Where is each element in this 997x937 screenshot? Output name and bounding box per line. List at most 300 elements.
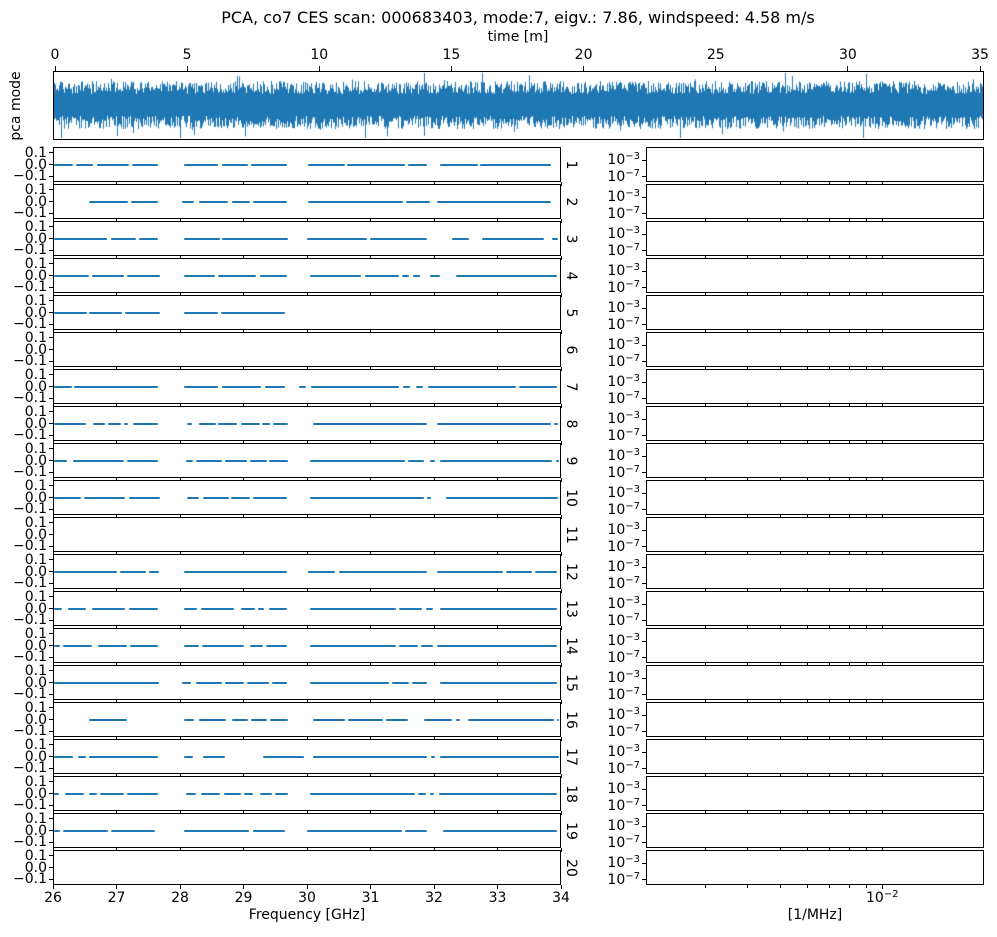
psd-ytick-mark <box>642 789 646 790</box>
psd-ytick-label-base: 10 <box>607 538 626 555</box>
psd-ytick-label-base: 10 <box>607 575 626 592</box>
mode-amplitude-segment <box>250 645 263 647</box>
psd-ytick-mark <box>642 604 646 605</box>
psd-xtick-minor-mark <box>866 885 867 888</box>
psd-ytick-label-exp: −3 <box>625 188 640 200</box>
freq-ytick-label: 0.1 <box>24 588 47 605</box>
psd-ytick-label-exp: −3 <box>625 299 640 311</box>
mode-amplitude-segment <box>63 645 91 647</box>
mode-amplitude-segment <box>231 497 250 499</box>
psd-ytick-label <box>598 301 640 315</box>
mode-amplitude-segment <box>247 682 269 684</box>
mode-amplitude-segment <box>184 830 249 832</box>
mode-amplitude-segment <box>250 460 266 462</box>
mode-amplitude-segment <box>310 460 405 462</box>
freq-ytick-mark <box>49 583 53 584</box>
mode-amplitude-segment <box>203 497 229 499</box>
freq-ytick-label: −0.1 <box>13 612 47 629</box>
freq-xtick-mark <box>370 885 371 889</box>
freq-ytick-label: 0.1 <box>24 551 47 568</box>
freq-ytick-mark <box>49 435 53 436</box>
mode-amplitude-segment <box>263 756 304 758</box>
freq-ytick-mark <box>49 596 53 597</box>
mode-amplitude-segment <box>111 830 155 832</box>
psd-ytick-label-base: 10 <box>607 448 626 465</box>
psd-ytick-label <box>598 241 640 259</box>
psd-panel-12 <box>646 554 984 589</box>
mode-amplitude-segment <box>399 645 418 647</box>
psd-ytick-label-exp: −7 <box>625 574 640 586</box>
mode-amplitude-segment <box>225 682 244 684</box>
psd-ytick-mark <box>642 530 646 531</box>
time-tick-mark <box>715 66 716 71</box>
psd-ytick-label-exp: −3 <box>625 447 640 459</box>
mode-amplitude-segment <box>260 275 287 277</box>
mode-amplitude-segment <box>98 645 126 647</box>
psd-ytick-label-base: 10 <box>607 723 626 740</box>
mode-amplitude-segment <box>269 460 288 462</box>
freq-panel-3 <box>53 221 561 256</box>
frequency-axis-label: Frequency [GHz] <box>248 907 366 923</box>
psd-ytick-label-base: 10 <box>607 263 626 280</box>
mode-amplitude-segment <box>408 460 424 462</box>
freq-ytick-mark <box>49 645 53 646</box>
mode-amplitude-segment <box>97 164 129 166</box>
mode-amplitude-segment <box>535 571 557 573</box>
psd-ytick-label-base: 10 <box>607 374 626 391</box>
freq-ytick-mark <box>49 324 53 325</box>
mode-amplitude-segment <box>440 756 559 758</box>
freq-ytick-label: 0.1 <box>24 403 47 420</box>
mode-amplitude-segment <box>365 275 399 277</box>
mode-amplitude-segment <box>253 201 287 203</box>
freq-ytick-label: −0.1 <box>13 390 47 407</box>
freq-ytick-label: 0.0 <box>24 341 47 358</box>
freq-ytick-label: 0.0 <box>24 674 47 691</box>
freq-ytick-mark <box>49 423 53 424</box>
freq-ytick-label: −0.1 <box>13 242 47 259</box>
psd-ytick-label <box>598 486 640 500</box>
mode-amplitude-segment <box>405 830 427 832</box>
mode-amplitude-segment <box>437 571 503 573</box>
freq-panel-15 <box>53 665 561 700</box>
mode-amplitude-segment <box>406 201 430 203</box>
psd-ytick-label-base: 10 <box>607 871 626 888</box>
mode-amplitude-segment <box>54 423 86 425</box>
psd-ytick-label <box>598 412 640 426</box>
freq-ytick-label: −0.1 <box>13 205 47 222</box>
freq-ytick-label: 0.0 <box>24 859 47 876</box>
psd-ytick-label-exp: −7 <box>625 759 640 771</box>
row-number-label: 11 <box>563 525 579 544</box>
freq-ytick-mark <box>49 250 53 251</box>
psd-ytick-label <box>598 315 640 333</box>
freq-xtick-label: 26 <box>44 890 62 906</box>
mode-amplitude-segment <box>437 201 551 203</box>
psd-ytick-label <box>598 389 640 407</box>
psd-ytick-label-base: 10 <box>607 596 626 613</box>
freq-ytick-mark <box>49 201 53 202</box>
psd-ytick-label-base: 10 <box>607 501 626 518</box>
psd-ytick-label-base: 10 <box>607 411 626 428</box>
mode-amplitude-segment <box>54 238 107 240</box>
mode-amplitude-segment <box>439 793 557 795</box>
psd-ytick-mark <box>642 160 646 161</box>
mode-amplitude-segment <box>120 571 145 573</box>
freq-ytick-label: −0.1 <box>13 427 47 444</box>
psd-ytick-mark <box>642 345 646 346</box>
freq-ytick-mark <box>49 670 53 671</box>
freq-ytick-label: −0.1 <box>13 464 47 481</box>
row-number-label: 20 <box>563 858 579 877</box>
psd-panel-11 <box>646 517 984 552</box>
mode-amplitude-segment <box>440 608 557 610</box>
mode-amplitude-segment <box>184 571 287 573</box>
mode-amplitude-segment <box>452 238 468 240</box>
psd-ytick-label-exp: −3 <box>625 595 640 607</box>
freq-ytick-label: 0.1 <box>24 514 47 531</box>
psd-ytick-label-exp: −7 <box>625 463 640 475</box>
freq-ytick-label: −0.1 <box>13 538 47 555</box>
psd-xtick-minor-mark <box>705 885 706 888</box>
freq-ytick-mark <box>49 176 53 177</box>
mode-amplitude-segment <box>186 793 197 795</box>
psd-ytick-label <box>598 597 640 611</box>
freq-ytick-mark <box>49 608 53 609</box>
mode-amplitude-segment <box>308 201 403 203</box>
row-number-label: 12 <box>563 562 579 581</box>
psd-ytick-label <box>598 634 640 648</box>
freq-panel-7 <box>53 369 561 404</box>
mode-amplitude-segment <box>506 571 531 573</box>
time-tick-mark <box>980 66 981 71</box>
freq-ytick-mark <box>49 460 53 461</box>
freq-xtick-label: 34 <box>552 890 570 906</box>
freq-xtick-mark <box>243 885 244 889</box>
psd-ytick-mark <box>642 583 646 584</box>
mode-amplitude-segment <box>253 830 285 832</box>
mode-amplitude-segment <box>201 793 220 795</box>
time-tick-label: 25 <box>706 47 725 63</box>
freq-ytick-mark <box>49 793 53 794</box>
freq-xtick-label: 31 <box>361 890 380 906</box>
freq-ytick-mark <box>49 867 53 868</box>
psd-ytick-mark <box>642 250 646 251</box>
row-number-label: 13 <box>563 599 579 618</box>
mode-amplitude-segment <box>196 460 221 462</box>
mode-amplitude-segment <box>127 460 159 462</box>
mode-amplitude-segment <box>265 386 285 388</box>
freq-panel-5 <box>53 295 561 330</box>
psd-ytick-label <box>598 153 640 167</box>
psd-ytick-label <box>598 278 640 296</box>
psd-ytick-label <box>598 685 640 703</box>
mode-amplitude-segment <box>386 719 408 721</box>
psd-ytick-mark <box>642 715 646 716</box>
mode-amplitude-segment <box>54 645 60 647</box>
row-number-label: 3 <box>563 234 579 243</box>
mode-amplitude-segment <box>310 645 395 647</box>
mode-amplitude-segment <box>184 719 195 721</box>
psd-ytick-label-exp: −7 <box>625 426 640 438</box>
freq-ytick-mark <box>49 152 53 153</box>
freq-panel-6 <box>53 332 561 367</box>
freq-ytick-mark <box>49 275 53 276</box>
freq-ytick-label: 0.0 <box>24 193 47 210</box>
freq-ytick-mark <box>49 349 53 350</box>
psd-ytick-mark <box>642 324 646 325</box>
freq-xtick-label: 30 <box>298 890 316 906</box>
psd-ytick-label-base: 10 <box>607 152 626 169</box>
mode-amplitude-segment <box>244 793 253 795</box>
psd-panel-18 <box>646 776 984 811</box>
freq-ytick-mark <box>49 398 53 399</box>
mode-amplitude-segment <box>54 830 60 832</box>
mode-amplitude-segment <box>253 497 287 499</box>
psd-ytick-label <box>598 264 640 278</box>
mode-amplitude-segment <box>307 238 367 240</box>
mode-amplitude-segment <box>131 201 158 203</box>
mode-amplitude-segment <box>184 386 219 388</box>
mode-amplitude-segment <box>347 164 405 166</box>
psd-ytick-mark <box>642 419 646 420</box>
freq-ytick-label: 0.0 <box>24 489 47 506</box>
mode-amplitude-segment <box>184 238 220 240</box>
psd-ytick-label-base: 10 <box>607 818 626 835</box>
psd-ytick-label <box>598 204 640 222</box>
psd-ytick-label-exp: −7 <box>625 315 640 327</box>
mode-amplitude-segment <box>54 312 87 314</box>
row-number-label: 2 <box>563 197 579 206</box>
freq-ytick-label: 0.1 <box>24 736 47 753</box>
mode-amplitude-segment <box>184 756 193 758</box>
freq-ytick-label: 0.0 <box>24 230 47 247</box>
figure-title: PCA, co7 CES scan: 000683403, mode:7, eigv.: 7.86, windspeed: 4.58 m/s <box>221 8 815 27</box>
psd-ytick-label-base: 10 <box>607 670 626 687</box>
psd-ytick-label-exp: −3 <box>625 706 640 718</box>
freq-ytick-label: −0.1 <box>13 723 47 740</box>
freq-panel-10 <box>53 480 561 515</box>
mode-amplitude-segment <box>89 312 122 314</box>
psd-ytick-mark <box>642 213 646 214</box>
psd-panel-19 <box>646 813 984 848</box>
freq-ytick-mark <box>49 707 53 708</box>
psd-ytick-mark <box>642 493 646 494</box>
mode-amplitude-segment <box>426 608 433 610</box>
freq-xtick-mark <box>561 885 562 889</box>
mode-amplitude-segment <box>273 423 288 425</box>
mode-amplitude-segment <box>129 497 160 499</box>
freq-ytick-mark <box>49 744 53 745</box>
mode-amplitude-segment <box>182 682 191 684</box>
freq-ytick-mark <box>49 546 53 547</box>
psd-ytick-label-base: 10 <box>607 279 626 296</box>
mode-amplitude-segment <box>222 238 288 240</box>
freq-ytick-label: 0.0 <box>24 267 47 284</box>
time-tick-label: 0 <box>50 47 60 63</box>
mode-amplitude-segment <box>430 275 439 277</box>
freq-xtick-label: 33 <box>488 890 507 906</box>
psd-panel-4 <box>646 258 984 293</box>
psd-panel-15 <box>646 665 984 700</box>
mode-amplitude-segment <box>313 756 427 758</box>
mode-amplitude-segment <box>89 201 128 203</box>
time-tick-mark <box>451 66 452 71</box>
freq-ytick-mark <box>49 448 53 449</box>
mode-amplitude-segment <box>392 682 409 684</box>
time-tick-mark <box>187 66 188 71</box>
mode-amplitude-segment <box>93 423 104 425</box>
row-number-label: 9 <box>563 456 579 465</box>
freq-ytick-mark <box>49 497 53 498</box>
freq-ytick-mark <box>49 818 53 819</box>
mode-amplitude-segment <box>307 830 402 832</box>
psd-ytick-label <box>598 523 640 537</box>
mode-amplitude-segment <box>218 275 256 277</box>
psd-panel-14 <box>646 628 984 663</box>
psd-ytick-label <box>598 782 640 796</box>
mode-amplitude-segment <box>127 793 159 795</box>
mode-amplitude-segment <box>313 423 427 425</box>
time-tick-mark <box>583 66 584 71</box>
psd-ytick-label-base: 10 <box>607 781 626 798</box>
mode-amplitude-segment <box>76 164 94 166</box>
mode-amplitude-segment <box>299 386 306 388</box>
freq-ytick-mark <box>49 472 53 473</box>
mode-amplitude-segment <box>54 275 89 277</box>
freq-ytick-label: 0.0 <box>24 156 47 173</box>
freq-ytick-label: 0.1 <box>24 144 47 161</box>
mode-amplitude-segment <box>416 386 424 388</box>
mode-amplitude-segment <box>241 608 256 610</box>
freq-ytick-label: 0.1 <box>24 440 47 457</box>
psd-ytick-label <box>598 574 640 592</box>
mode-amplitude-segment <box>63 830 107 832</box>
freq-ytick-label: −0.1 <box>13 760 47 777</box>
mode-amplitude-segment <box>89 756 159 758</box>
freq-ytick-mark <box>49 756 53 757</box>
freq-ytick-mark <box>49 781 53 782</box>
psd-panel-13 <box>646 591 984 626</box>
mode-amplitude-segment <box>260 793 273 795</box>
psd-ytick-label-exp: −3 <box>625 817 640 829</box>
psd-ytick-mark <box>642 435 646 436</box>
mode-amplitude-segment <box>310 275 361 277</box>
psd-ytick-label-base: 10 <box>607 612 626 629</box>
mode-amplitude-segment <box>218 423 237 425</box>
freq-xtick-mark <box>116 885 117 889</box>
freq-ytick-label: 0.1 <box>24 255 47 272</box>
mode-amplitude-segment <box>446 497 558 499</box>
freq-ytick-mark <box>49 522 53 523</box>
psd-xtick-minor-mark <box>807 885 808 888</box>
mode-amplitude-segment <box>196 682 221 684</box>
psd-ytick-label-base: 10 <box>607 242 626 259</box>
mode-amplitude-segment <box>232 719 247 721</box>
psd-ytick-label-base: 10 <box>607 559 626 576</box>
mode-amplitude-segment <box>258 608 264 610</box>
time-tick-mark <box>847 66 848 71</box>
freq-ytick-mark <box>49 374 53 375</box>
mode-amplitude-segment <box>127 275 160 277</box>
freq-panel-12 <box>53 554 561 589</box>
freq-ytick-mark <box>49 694 53 695</box>
psd-ytick-mark <box>642 287 646 288</box>
timestream-panel <box>53 71 984 140</box>
mode-amplitude-segment <box>54 164 73 166</box>
psd-ytick-label <box>598 560 640 574</box>
freq-ytick-mark <box>49 361 53 362</box>
psd-ytick-label <box>598 722 640 740</box>
freq-ytick-mark <box>49 657 53 658</box>
psd-ytick-label-exp: −7 <box>625 611 640 623</box>
mode-amplitude-segment <box>339 571 428 573</box>
freq-ytick-mark <box>49 213 53 214</box>
psd-ytick-label-exp: −3 <box>625 632 640 644</box>
freq-panel-9 <box>53 443 561 478</box>
mode-amplitude-segment <box>424 719 452 721</box>
freq-xtick-mark <box>434 885 435 889</box>
freq-ytick-label: −0.1 <box>13 168 47 185</box>
time-tick-label: 20 <box>574 47 593 63</box>
psd-ytick-label <box>598 759 640 777</box>
freq-panel-17 <box>53 739 561 774</box>
freq-ytick-label: 0.0 <box>24 563 47 580</box>
freq-panel-19 <box>53 813 561 848</box>
psd-xtick-minor-mark <box>747 885 748 888</box>
freq-ytick-mark <box>49 337 53 338</box>
freq-ytick-mark <box>49 238 53 239</box>
freq-xtick-label: 28 <box>171 890 189 906</box>
psd-ytick-label-exp: −7 <box>625 870 640 882</box>
psd-panel-5 <box>646 295 984 330</box>
psd-xtick-label <box>866 891 899 905</box>
freq-ytick-label: 0.1 <box>24 810 47 827</box>
row-number-label: 18 <box>563 784 579 803</box>
freq-ytick-mark <box>49 300 53 301</box>
freq-ytick-label: 0.1 <box>24 366 47 383</box>
mode-amplitude-segment <box>68 608 86 610</box>
psd-ytick-label-exp: −3 <box>625 225 640 237</box>
psd-ytick-label <box>598 426 640 444</box>
freq-ytick-mark <box>49 768 53 769</box>
mode-amplitude-segment <box>182 201 194 203</box>
psd-ytick-mark <box>642 731 646 732</box>
mode-amplitude-segment <box>139 238 159 240</box>
freq-ytick-mark <box>49 571 53 572</box>
mode-amplitude-segment <box>440 164 478 166</box>
psd-ytick-mark <box>642 620 646 621</box>
mode-amplitude-segment <box>313 719 345 721</box>
freq-ytick-label: 0.1 <box>24 847 47 864</box>
psd-panel-20 <box>646 850 984 885</box>
mode-amplitude-segment <box>186 460 194 462</box>
mode-amplitude-segment <box>202 645 244 647</box>
time-tick-label: 15 <box>442 47 461 63</box>
freq-ytick-label: 0.1 <box>24 181 47 198</box>
freq-ytick-label: 0.1 <box>24 329 47 346</box>
mode-amplitude-segment <box>428 386 515 388</box>
psd-ytick-label <box>598 870 640 888</box>
psd-ytick-label-exp: −7 <box>625 685 640 697</box>
mode-amplitude-segment <box>221 312 285 314</box>
freq-ytick-label: 0.0 <box>24 785 47 802</box>
psd-ytick-label-base: 10 <box>607 300 626 317</box>
psd-ytick-label-base: 10 <box>607 226 626 243</box>
mode-amplitude-segment <box>199 201 227 203</box>
freq-ytick-label: −0.1 <box>13 834 47 851</box>
mode-amplitude-segment <box>430 793 434 795</box>
